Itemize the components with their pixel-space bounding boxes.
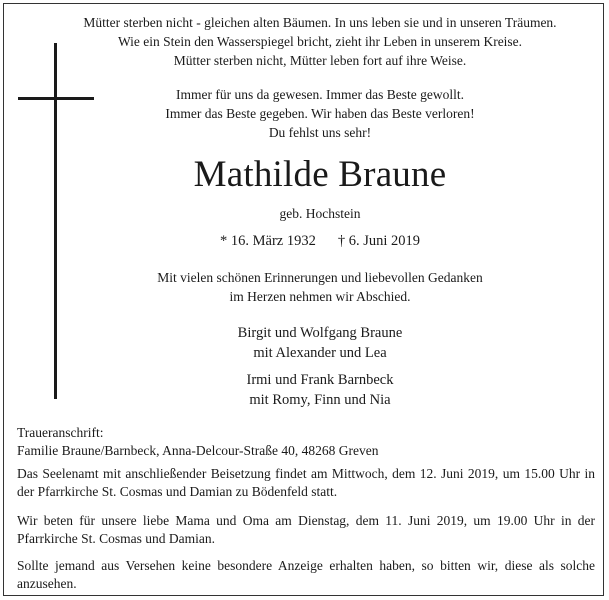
address-text: Familie Braune/Barnbeck, Anna-Delcour-Straße 40, 48268 Greven <box>17 443 379 458</box>
poem-line: Immer das Beste gegeben. Wir haben das Beste verloren! <box>165 106 475 121</box>
birth-date: * 16. März 1932 <box>219 233 316 249</box>
requiem-notice: Das Seelenamt mit anschließender Beisetzung findet am Mittwoch, dem 12. Juni 2019, um 15.00 Uhr in der Pfarrkirche St. Cosmas und Damian zu Bödenfeld statt. <box>17 466 595 499</box>
poem-line: Wie ein Stein den Wasserspiegel bricht, zieht ihr Leben in unserem Kreise. <box>117 34 523 49</box>
mourner-line: mit Romy, Finn und Nia <box>249 392 391 408</box>
poem-line: Mütter sterben nicht, Mütter leben fort auf ihre Weise. <box>173 53 467 68</box>
farewell-line: im Herzen nehmen wir Abschied. <box>229 289 411 304</box>
mourner-group-2 <box>70 370 570 410</box>
deceased-name: Mathilde Braune <box>193 154 447 195</box>
mourner-line: mit Alexander und Lea <box>253 345 387 361</box>
mourner-line: Irmi und Frank Barnbeck <box>246 372 394 388</box>
poem-line: Mütter sterben nicht - gleichen alten Bäumen. In uns leben sie und in unseren Träumen. <box>83 15 557 30</box>
mourner-line: Birgit und Wolfgang Braune <box>237 325 403 341</box>
address-label: Traueranschrift: <box>17 425 104 440</box>
life-dates <box>70 231 570 251</box>
prayer-notice: Wir beten für unsere liebe Mama und Oma am Dienstag, dem 11. Juni 2019, um 19.00 Uhr in der Pfarrkirche St. Cosmas und Damian. <box>17 513 595 546</box>
birth-name: geb. Hochstein <box>279 206 361 221</box>
poem-stanza-2 <box>70 85 570 142</box>
farewell-text <box>70 268 570 306</box>
missed-notice: Sollte jemand aus Versehen keine besondere Anzeige erhalten haben, so bitten wir, diese als solche anzusehen. <box>17 558 595 591</box>
poem-line: Immer für uns da gewesen. Immer das Beste gewollt. <box>176 87 464 102</box>
death-date: † 6. Juni 2019 <box>337 233 420 249</box>
poem-line: Du fehlst uns sehr! <box>268 125 372 140</box>
mourning-address <box>17 424 595 460</box>
poem-stanza-1 <box>70 13 570 70</box>
farewell-line: Mit vielen schönen Erinnerungen und liebevollen Gedanken <box>157 270 483 285</box>
mourner-group-1 <box>70 323 570 363</box>
